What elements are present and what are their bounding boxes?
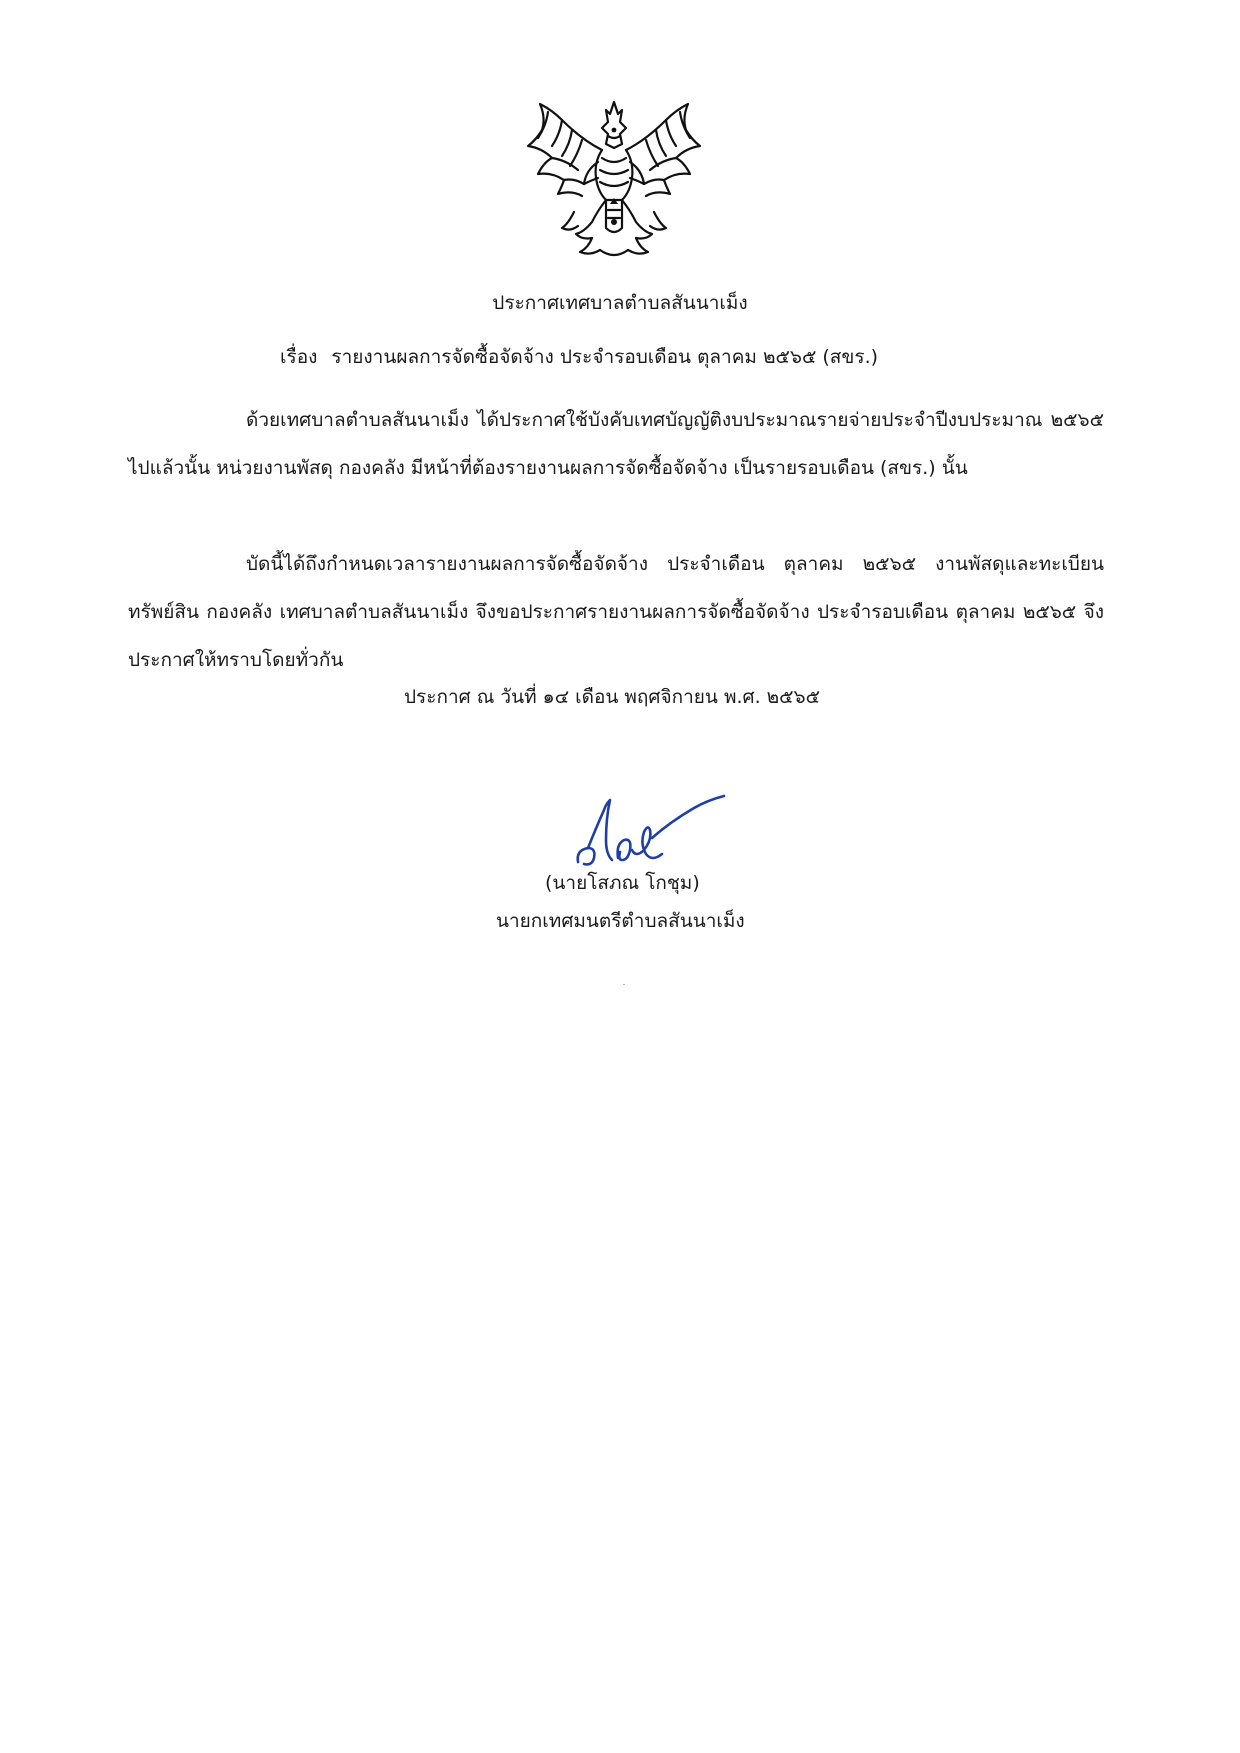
announcement-heading: ประกาศเทศบาลตำบลสันนาเม็ง [492, 292, 748, 314]
body-paragraph-2 [128, 540, 1104, 684]
paragraph-1-text: ด้วยเทศบาลตำบลสันนาเม็ง ได้ประกาศใช้บังคับเทศบัญญัติงบประมาณรายจ่ายประจำปีงบประมาณ ๒๕๖๕ ไปแล้วนั้น หน่วยงานพัสดุ กองคลัง มีหน้าที่ต้องรายงานผลการจัดซื้อจัดจ้าง เป็นรายรอบเดือน (สขร.) นั้น [128, 409, 1104, 479]
signer-title: นายกเทศมนตรีตำบลสันนาเม็ง [496, 910, 745, 932]
scan-speck [623, 984, 625, 985]
signature-mark [566, 788, 736, 884]
body-paragraph-1 [128, 396, 1104, 492]
subject-label: เรื่อง [280, 346, 318, 368]
garuda-emblem-icon [522, 100, 706, 260]
announcement-date: ประกาศ ณ วันที่ ๑๔ เดือน พฤศจิกายน พ.ศ. ๒๕๖๕ [404, 686, 820, 708]
subject-text: รายงานผลการจัดซื้อจัดจ้าง ประจำรอบเดือน ตุลาคม ๒๕๖๕ (สขร.) [331, 346, 879, 368]
paragraph-2-text: บัดนี้ได้ถึงกำหนดเวลารายงานผลการจัดซื้อจัดจ้าง ประจำเดือน ตุลาคม ๒๕๖๕ งานพัสดุและทะเบียนทรัพย์สิน กองคลัง เทศบาลตำบลสันนาเม็ง จึงขอประกาศรายงานผลการจัดซื้อจัดจ้าง ประจำรอบเดือน ตุลาคม ๒๕๖๕ จึงประกาศให้ทราบโดยทั่วกัน [128, 553, 1104, 671]
subject-line [280, 348, 878, 367]
signer-name: (นายโสภณ โกชุม) [545, 872, 700, 894]
